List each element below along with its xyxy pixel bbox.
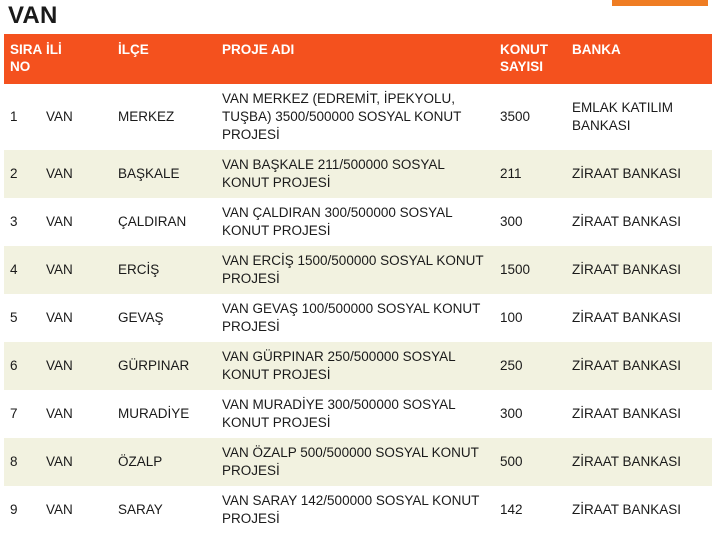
table-row [4, 294, 712, 342]
cell-banka: EMLAK KATILIM BANKASI [566, 84, 712, 150]
cell-ili: VAN [40, 438, 112, 486]
cell-proje-adi: VAN ÇALDIRAN 300/500000 SOSYAL KONUT PROJESİ [216, 198, 494, 246]
cell-ili: VAN [40, 84, 112, 150]
cell-proje-adi: VAN BAŞKALE 211/500000 SOSYAL KONUT PROJESİ [216, 150, 494, 198]
cell-ilce: BAŞKALE [112, 150, 216, 198]
cell-konut-sayisi: 300 [494, 198, 566, 246]
column-header-sira-no: SIRA NO [4, 34, 40, 84]
cell-ili: VAN [40, 150, 112, 198]
cell-sira-no: 9 [4, 486, 40, 534]
table-row [4, 150, 712, 198]
cell-konut-sayisi: 211 [494, 150, 566, 198]
cell-banka: ZİRAAT BANKASI [566, 246, 712, 294]
cell-proje-adi: VAN GÜRPINAR 250/500000 SOSYAL KONUT PROJESİ [216, 342, 494, 390]
cell-ili: VAN [40, 246, 112, 294]
cell-proje-adi: VAN MERKEZ (EDREMİT, İPEKYOLU, TUŞBA) 3500/500000 SOSYAL KONUT PROJESİ [216, 84, 494, 150]
cell-ili: VAN [40, 486, 112, 534]
cell-proje-adi: VAN ERCİŞ 1500/500000 SOSYAL KONUT PROJESİ [216, 246, 494, 294]
column-header-banka: BANKA [566, 34, 712, 84]
cell-proje-adi: VAN GEVAŞ 100/500000 SOSYAL KONUT PROJESİ [216, 294, 494, 342]
cell-sira-no: 5 [4, 294, 40, 342]
cell-ilce: ÖZALP [112, 438, 216, 486]
cell-ili: VAN [40, 198, 112, 246]
cell-banka: ZİRAAT BANKASI [566, 486, 712, 534]
cell-sira-no: 6 [4, 342, 40, 390]
cell-banka: ZİRAAT BANKASI [566, 438, 712, 486]
column-header-ili: İLİ [40, 34, 112, 84]
cell-ilce: SARAY [112, 486, 216, 534]
cell-ilce: ÇALDIRAN [112, 198, 216, 246]
table-row [4, 84, 712, 150]
cell-ilce: ERCİŞ [112, 246, 216, 294]
table-header [4, 34, 712, 84]
cell-proje-adi: VAN MURADİYE 300/500000 SOSYAL KONUT PROJESİ [216, 390, 494, 438]
cell-proje-adi: VAN SARAY 142/500000 SOSYAL KONUT PROJESİ [216, 486, 494, 534]
cell-sira-no: 8 [4, 438, 40, 486]
table-row [4, 198, 712, 246]
column-header-konut-sayisi: KONUT SAYISI [494, 34, 566, 84]
cell-sira-no: 1 [4, 84, 40, 150]
table-row [4, 246, 712, 294]
cell-banka: ZİRAAT BANKASI [566, 150, 712, 198]
cell-ilce: MURADİYE [112, 390, 216, 438]
cell-konut-sayisi: 500 [494, 438, 566, 486]
cell-ilce: MERKEZ [112, 84, 216, 150]
cell-banka: ZİRAAT BANKASI [566, 294, 712, 342]
cell-konut-sayisi: 1500 [494, 246, 566, 294]
cell-sira-no: 4 [4, 246, 40, 294]
table-row [4, 342, 712, 390]
column-header-proje-adi: PROJE ADI [216, 34, 494, 84]
cell-konut-sayisi: 142 [494, 486, 566, 534]
cell-konut-sayisi: 300 [494, 390, 566, 438]
cell-sira-no: 2 [4, 150, 40, 198]
cell-konut-sayisi: 100 [494, 294, 566, 342]
cell-ili: VAN [40, 390, 112, 438]
table-header-row [4, 34, 712, 84]
table-body [4, 84, 712, 534]
cell-banka: ZİRAAT BANKASI [566, 390, 712, 438]
table-row [4, 390, 712, 438]
table-row [4, 486, 712, 534]
cell-konut-sayisi: 3500 [494, 84, 566, 150]
cell-ili: VAN [40, 294, 112, 342]
orange-accent-bar [612, 0, 708, 6]
cell-ilce: GEVAŞ [112, 294, 216, 342]
cell-ili: VAN [40, 342, 112, 390]
cell-sira-no: 3 [4, 198, 40, 246]
column-header-ilce: İLÇE [112, 34, 216, 84]
page-title: VAN [8, 2, 58, 29]
cell-proje-adi: VAN ÖZALP 500/500000 SOSYAL KONUT PROJESİ [216, 438, 494, 486]
social-housing-projects-table [4, 34, 712, 534]
cell-sira-no: 7 [4, 390, 40, 438]
cell-banka: ZİRAAT BANKASI [566, 342, 712, 390]
table-row [4, 438, 712, 486]
cell-banka: ZİRAAT BANKASI [566, 198, 712, 246]
cell-konut-sayisi: 250 [494, 342, 566, 390]
cell-ilce: GÜRPINAR [112, 342, 216, 390]
